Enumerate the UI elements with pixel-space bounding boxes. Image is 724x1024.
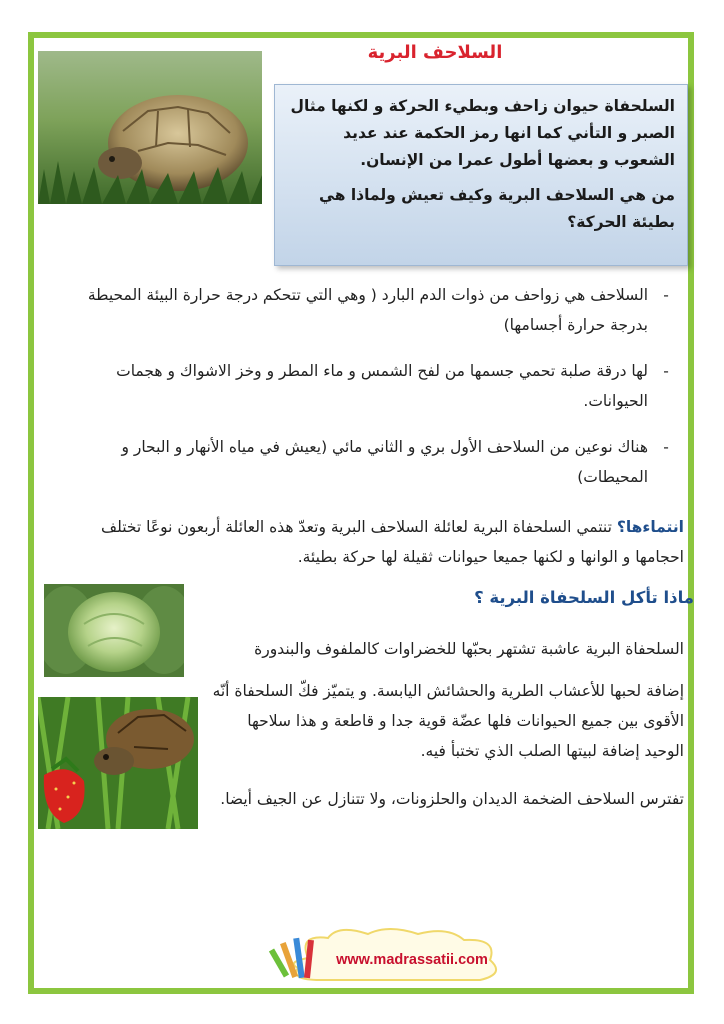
cabbage-photo	[44, 584, 184, 677]
intro-question: من هي السلاحف البرية وكيف تعيش ولماذا هي بطيئة الحركة؟	[319, 186, 675, 231]
list-item	[60, 432, 684, 492]
bullet-dash: -	[663, 438, 669, 456]
bullet-text: السلاحف هي زواحف من ذوات الدم البارد ( وهي التي تتحكم درجة حرارة البيئة المحيطة بدرجة حرارة أجسامها)	[87, 286, 648, 334]
bullet-dash: -	[663, 286, 669, 304]
food-paragraph-2: تفترس السلاحف الضخمة الديدان والحلزونات، ولا تتنازل عن الجيف أيضا.	[220, 790, 684, 808]
belonging-text: تنتمي السلحفاة البرية لعائلة السلاحف البرية وتعدّ هذه العائلة أربعون نوعًا تختلف احجامها و الوانها و لكنها جميعا حيوانات ثقيلة لها حركة بطيئة.	[101, 518, 684, 566]
bullet-text: هناك نوعين من السلاحف الأول بري و الثاني مائي (يعيش في مياه الأنهار و البحار و المحيطات)	[121, 438, 648, 486]
bullet-text: لها درقة صلبة تحمي جسمها من لفح الشمس و ماء المطر و وخز الاشواك و هجمات الحيوانات.	[116, 362, 648, 410]
tortoise-photo	[38, 51, 262, 204]
food-paragraph: إضافة لحبها للأعشاب الطرية والحشائش اليابسة. و يتميّز فكّ السلحفاة أنّه الأقوى بين جميع الحيوانات فلها عضّة قوية جدا و قاطعة و هذا سلاحها الوحيد إضافة لبيتها الصلب الذي تختبأ فيه.	[212, 682, 684, 760]
bullet-dash: -	[663, 362, 669, 380]
belonging-paragraph	[56, 512, 684, 572]
intro-box	[274, 84, 688, 266]
food-section-title: ماذا تأكل السلحفاة البرية ؟	[474, 588, 694, 607]
belonging-label: انتماءها؟	[616, 518, 684, 536]
list-item	[78, 280, 684, 340]
website-url[interactable]: www.madrassatii.com	[336, 952, 488, 968]
intro-paragraph: السلحفاة حيوان زاحف وبطيء الحركة و لكنها مثال الصبر و التأني كما انها رمز الحكمة عند عديد الشعوب و بعضها أطول عمرا من الإنسان.	[290, 97, 675, 169]
tortoise-strawberry-photo	[38, 697, 198, 829]
food-line: السلحفاة البرية عاشبة تشتهر بحبّها للخضراوات كالملفوف والبندورة	[254, 640, 684, 658]
footer-logo[interactable]	[268, 928, 518, 986]
list-item	[60, 356, 684, 416]
page-title: السلاحف البرية	[367, 42, 503, 63]
